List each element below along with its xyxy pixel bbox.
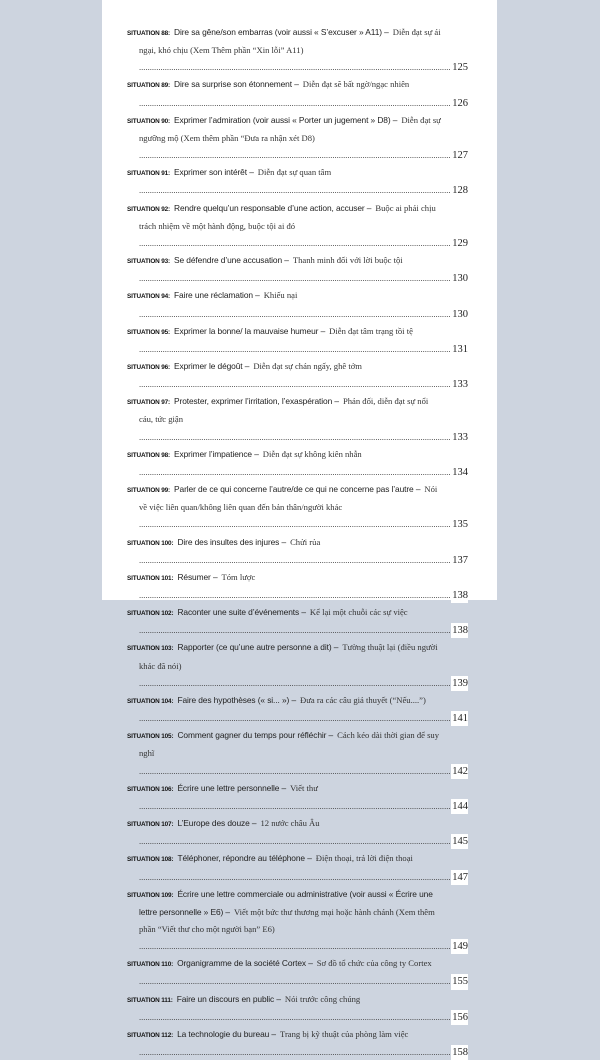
toc-entry-vietnamese-title: Chửi rủa	[290, 536, 321, 547]
toc-entry-page-number: 133	[451, 377, 468, 392]
toc-entry-vietnamese-title: Phản đối, diễn đạt sự nổi cáu, tức giận	[139, 396, 429, 425]
toc-entry[interactable]	[127, 111, 468, 163]
toc-entry-label: SITUATION 102:	[127, 610, 174, 618]
toc-entry-french-title: Exprimer l’admiration (voir aussi « Porter un jugement » D8) –	[174, 114, 398, 125]
toc-entry[interactable]	[127, 23, 468, 75]
toc-entry-page-number: 130	[451, 307, 468, 322]
toc-entry-label: SITUATION 88:	[127, 30, 171, 37]
toc-entry-label: SITUATION 110:	[127, 961, 174, 969]
toc-entry-french-title: Rapporter (ce qu’une autre personne a dit) –	[177, 642, 339, 653]
toc-entry-page-number: 155	[451, 974, 468, 989]
dot-leader	[139, 62, 468, 72]
toc-entry-vietnamese-title: Khiếu nại	[263, 290, 298, 301]
toc-entry-french-title: Exprimer son intérêt –	[174, 167, 254, 178]
toc-entry-label: SITUATION 101:	[127, 574, 174, 582]
toc-entry[interactable]	[127, 885, 468, 955]
dot-leader	[139, 678, 468, 688]
toc-entry-page-number: 125	[451, 60, 468, 75]
toc-entry-page-number: 145	[451, 834, 468, 849]
toc-entry-page-number: 131	[451, 342, 468, 357]
toc-entry[interactable]	[127, 533, 468, 568]
toc-entry-page-number: 134	[451, 465, 468, 480]
toc-entry-french-title: Résumer –	[177, 571, 218, 582]
toc-entry-label: SITUATION 112:	[127, 1031, 174, 1039]
toc-entry-french-title: Se défendre d’une accusation –	[174, 255, 289, 266]
toc-entry-page-number: 158	[451, 1045, 468, 1060]
toc-entry-label: SITUATION 103:	[127, 645, 174, 653]
toc-entry-page-number: 128	[451, 183, 468, 198]
toc-entry-french-title: Téléphoner, répondre au téléphone –	[177, 853, 312, 864]
dot-leader	[139, 836, 468, 846]
dot-leader	[139, 185, 468, 195]
toc-entry[interactable]	[127, 779, 468, 814]
toc-entry-vietnamese-title: Diễn đạt tâm trạng tồi tệ	[329, 325, 413, 336]
toc-entry-page-number: 142	[451, 764, 468, 779]
toc-entry-french-title: Écrire une lettre commerciale ou administrative (voir aussi « Écrire une lettre personnelle » E6) –	[139, 888, 433, 917]
toc-entry-label: SITUATION 109:	[127, 891, 174, 899]
toc-entry-vietnamese-title: Diễn đạt sự quan tâm	[257, 167, 332, 178]
toc-entry-label: SITUATION 99:	[127, 487, 171, 495]
toc-entry-french-title: Dire des insultes des injures –	[177, 536, 287, 547]
toc-entry-label: SITUATION 108:	[127, 856, 174, 864]
toc-entry[interactable]	[127, 814, 468, 849]
toc-entry[interactable]	[127, 638, 468, 690]
toc-entry-page-number: 127	[451, 148, 468, 163]
dot-leader	[139, 1012, 468, 1022]
dot-leader	[139, 801, 468, 811]
toc-entry-page-number: 141	[451, 711, 468, 726]
dot-leader	[139, 273, 468, 283]
toc-entry-page-number: 156	[451, 1010, 468, 1025]
toc-entry-french-title: Comment gagner du temps pour réfléchir –	[177, 730, 334, 741]
toc-entry-french-title: Dire sa gêne/son embarras (voir aussi « S’excuser » A11) –	[174, 27, 389, 37]
toc-entry-vietnamese-title: Viết một bức thư thương mại hoặc hành chánh (Xem thêm phần “Viết thư cho một người bạn” E6)	[139, 906, 435, 934]
table-of-contents	[127, 23, 468, 1060]
toc-entry-french-title: Exprimer l’impatience –	[174, 448, 259, 459]
dot-leader	[139, 555, 468, 565]
toc-entry[interactable]	[127, 954, 468, 989]
toc-entry[interactable]	[127, 480, 468, 532]
toc-entry-page-number: 133	[451, 430, 468, 445]
dot-leader	[139, 238, 468, 248]
toc-entry-vietnamese-title: Trang bị kỹ thuật của phòng làm việc	[280, 1028, 409, 1039]
toc-entry-vietnamese-title: Kể lại một chuỗi các sự việc	[309, 607, 408, 618]
document-page	[102, 0, 497, 1059]
toc-entry-label: SITUATION 104:	[127, 697, 174, 705]
toc-entry-vietnamese-title: Cách kéo dài thời gian để suy nghĩ	[139, 730, 440, 759]
toc-entry-page-number: 144	[451, 799, 468, 814]
toc-entry-french-title: Faire une réclamation –	[174, 290, 260, 301]
toc-entry-french-title: La technologie du bureau –	[177, 1028, 276, 1039]
dot-leader	[139, 150, 468, 160]
toc-entry-french-title: L’Europe des douze –	[177, 818, 257, 829]
toc-entry-label: SITUATION 92:	[127, 205, 171, 213]
dot-leader	[139, 976, 468, 986]
toc-entry[interactable]	[127, 357, 468, 392]
toc-entry-page-number: 149	[451, 939, 468, 954]
toc-entry[interactable]	[127, 286, 468, 321]
toc-entry-vietnamese-title: Nói trước công chúng	[284, 993, 361, 1004]
toc-entry-vietnamese-title: Diễn đạt sự ái ngại, khó chịu (Xem Thêm phần “Xin lỗi” A11)	[139, 27, 441, 56]
toc-entry-vietnamese-title: Tường thuật lại (điều người khác đã nói)	[139, 642, 438, 671]
toc-entry-page-number: 135	[451, 517, 468, 532]
toc-entry-vietnamese-title: Điện thoại, trả lời điện thoại	[315, 853, 413, 864]
dot-leader	[139, 941, 468, 951]
toc-entry-vietnamese-title: Thanh minh đối với lời buộc tội	[292, 255, 403, 266]
toc-entry-vietnamese-title: Diễn đạt sự chán ngấy, ghê tởm	[253, 360, 362, 371]
toc-entry-page-number: 138	[451, 588, 468, 603]
toc-entry-label: SITUATION 100:	[127, 539, 174, 547]
dot-leader	[139, 519, 468, 529]
toc-entry[interactable]	[127, 990, 468, 1025]
toc-entry[interactable]	[127, 251, 468, 286]
toc-entry[interactable]	[127, 568, 468, 603]
toc-entry-french-title: Exprimer le dégoût –	[174, 360, 250, 371]
toc-entry-label: SITUATION 94:	[127, 293, 171, 301]
toc-entry-page-number: 138	[451, 623, 468, 638]
dot-leader	[139, 766, 468, 776]
toc-entry-vietnamese-title: Viết thư	[290, 782, 318, 793]
toc-entry[interactable]	[127, 445, 468, 480]
toc-entry-french-title: Protester, exprimer l’irritation, l’exaspération –	[174, 396, 339, 407]
dot-leader	[139, 432, 468, 442]
toc-entry-label: SITUATION 95:	[127, 328, 171, 336]
toc-entry-vietnamese-title: Buộc ai phải chịu trách nhiệm về một hành động, buộc tội ai đó	[139, 202, 436, 231]
toc-entry[interactable]	[127, 199, 468, 251]
toc-entry-label: SITUATION 111:	[127, 996, 173, 1004]
dot-leader	[139, 713, 468, 723]
dot-leader	[139, 625, 468, 635]
dot-leader	[139, 590, 468, 600]
toc-entry-page-number: 126	[451, 96, 468, 111]
toc-entry-label: SITUATION 106:	[127, 785, 174, 793]
toc-entry[interactable]	[127, 691, 468, 726]
toc-entry[interactable]	[127, 603, 468, 638]
toc-entry-label: SITUATION 89:	[127, 82, 171, 90]
toc-entry-french-title: Rendre quelqu’un responsable d’une action, accuser –	[174, 202, 372, 213]
toc-entry[interactable]	[127, 1025, 468, 1060]
toc-entry-label: SITUATION 98:	[127, 451, 171, 459]
toc-entry[interactable]	[127, 849, 468, 884]
toc-entry[interactable]	[127, 392, 468, 444]
toc-entry-page-number: 147	[451, 870, 468, 885]
toc-entry-label: SITUATION 91:	[127, 170, 171, 178]
toc-entry-vietnamese-title: Diễn đạt sự ngưỡng mộ (Xem thêm phần “Đưa ra nhận xét D8)	[139, 114, 441, 143]
toc-entry-french-title: Parler de ce qui concerne l’autre/de ce qui ne concerne pas l’autre –	[174, 484, 421, 495]
toc-entry-page-number: 129	[451, 236, 468, 251]
toc-entry-vietnamese-title: Đưa ra các câu giả thuyết (“Nếu....”)	[300, 694, 426, 705]
toc-entry[interactable]	[127, 322, 468, 357]
dot-leader	[139, 309, 468, 319]
toc-entry[interactable]	[127, 163, 468, 198]
toc-entry-french-title: Organigramme de la société Cortex –	[177, 958, 313, 969]
toc-entry-label: SITUATION 93:	[127, 258, 171, 266]
dot-leader	[139, 379, 468, 389]
dot-leader	[139, 344, 468, 354]
dot-leader	[139, 872, 468, 882]
toc-entry-label: SITUATION 107:	[127, 821, 174, 829]
toc-entry[interactable]	[127, 75, 468, 110]
toc-entry-page-number: 137	[451, 553, 468, 568]
toc-entry-vietnamese-title: Sơ đồ tổ chức của công ty Cortex	[316, 958, 432, 969]
dot-leader	[139, 1047, 468, 1057]
toc-entry-french-title: Faire des hypothèses (« si... ») –	[177, 694, 296, 705]
dot-leader	[139, 467, 468, 477]
toc-entry-vietnamese-title: Diễn đạt sự không kiên nhẫn	[262, 448, 362, 459]
toc-entry-french-title: Écrire une lettre personnelle –	[177, 782, 287, 793]
toc-entry-french-title: Raconter une suite d’événements –	[177, 607, 306, 618]
dot-leader	[139, 98, 468, 108]
toc-entry-page-number: 139	[451, 676, 468, 691]
toc-entry-label: SITUATION 96:	[127, 363, 171, 371]
toc-entry[interactable]	[127, 726, 468, 778]
toc-entry-french-title: Dire sa surprise son étonnement –	[174, 79, 299, 90]
toc-entry-vietnamese-title: Tóm lược	[221, 571, 256, 582]
toc-entry-page-number: 130	[451, 271, 468, 286]
toc-entry-label: SITUATION 97:	[127, 399, 171, 407]
toc-entry-vietnamese-title: Diễn đạt sẽ bất ngờ/ngạc nhiên	[302, 79, 410, 90]
toc-entry-french-title: Faire un discours en public –	[176, 993, 281, 1004]
toc-entry-vietnamese-title: 12 nước châu Âu	[260, 818, 320, 829]
toc-entry-label: SITUATION 90:	[127, 117, 171, 125]
toc-entry-label: SITUATION 105:	[127, 733, 174, 741]
toc-entry-french-title: Exprimer la bonne/ la mauvaise humeur –	[174, 325, 326, 336]
toc-entry-vietnamese-title: Nói về việc liên quan/không liên quan đến bản thân/người khác	[139, 484, 438, 513]
